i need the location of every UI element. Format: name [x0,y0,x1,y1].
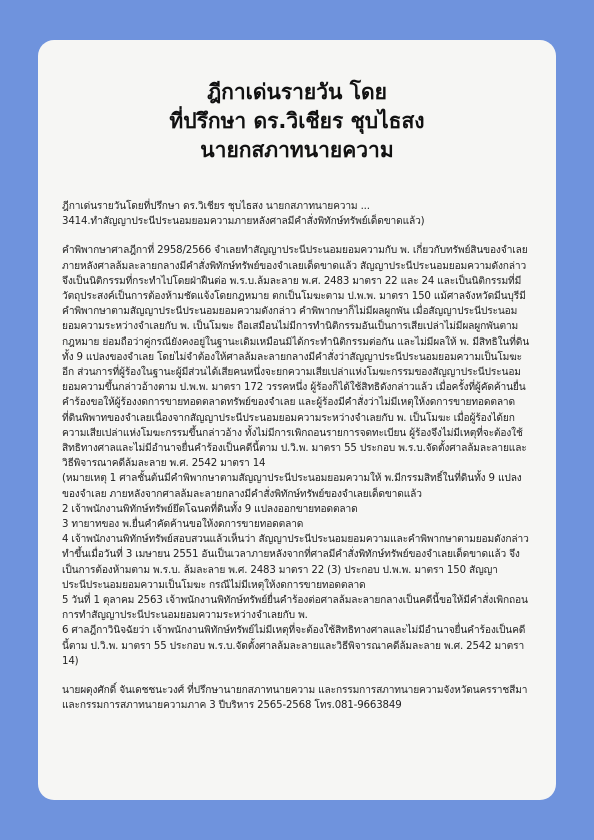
title-line-2: ที่ปรึกษา ดร.วิเชียร ชุบไธสง [169,109,425,133]
intro-paragraph: ฎีกาเด่นรายวันโดยที่ปรึกษา ดร.วิเชียร ชุบไธสง นายกสภาทนายความ ... 3414.ทำสัญญาประนีประนอมยอมความภายหลังศาลมีคำสั่งพิทักษ์ทรัพย์เด็ดขาดแล้ว) [62,201,425,228]
document-card [38,40,556,800]
title-line-3: นายกสภาทนายความ [200,138,394,162]
page-title [62,78,532,165]
case-body-text: คำพิพากษาศาลฎีกาที่ 2958/2566 จำเลยทำสัญญาประนีประนอมยอมความกับ พ. เกี่ยวกับทรัพย์สินของจำเลยภายหลังศาลล้มละลายกลางมีคำสั่งพิทักษ์ทรัพย์ของจำเลยเด็ดขาดแล้ว สัญญาประนีประนอมยอมความดังกล่าวจึงเป็นนิติกรรมที่กระทำไปโดยฝ่าฝืนต่อ พ.ร.บ.ล้มละลาย พ.ศ. 2483 มาตรา 22 และ 24 และเป็นนิติกรรมที่มีวัตถุประสงค์เป็นการต้องห้ามชัดแจ้งโดยกฎหมาย ตกเป็นโมฆะตาม ป.พ.พ. มาตรา 150 แม้ศาลจังหวัดมีนบุรีมีคำพิพากษาตามสัญญาประนีประนอมยอมความดังกล่าว คำพิพากษาก็ไม่มีผลผูกพัน เมื่อสัญญาประนีประนอมยอมความระหว่างจำเลยกับ พ. เป็นโมฆะ ถือเสมือนไม่มีการทำนิติกรรมอันเป็นการเสียเปล่าไม่มีผลผูกพันตามกฎหมาย ย่อมถือว่าคู่กรณียังคงอยู่ในฐานะเดิมเหมือนมิได้กระทำนิติกรรมต่อกัน และไม่มีผลให้ พ. มีสิทธิในที่ดินทั้ง 9 แปลงของจำเลย โดยไม่จำต้องให้ศาลล้มละลายกลางมีคำสั่งว่าสัญญาประนีประนอมยอมความเป็นโมฆะอีก ส่วนการที่ผู้ร้องในฐานะผู้มีส่วนได้เสียคนหนึ่งจะยกความเสียเปล่าแห่งโมฆะกรรมของสัญญาประนีประนอมยอมความขึ้นกล่าวอ้างตาม ป.พ.พ. มาตรา 172 วรรคหนึ่ง ผู้ร้องก็ได้ใช้สิทธิดังกล่าวแล้ว เมื่อครั้งที่ผู้คัดค้านยื่นคำร้องขอให้ผู้ร้องงดการขายทอดตลาดทรัพย์ของจำเลย และผู้ร้องมีคำสั่งว่าไม่มีเหตุให้งดการขายทอดตลาดที่ดินพิพาทของจำเลยเนื่องจากสัญญาประนีประนอมยอมความระหว่างจำเลยกับ พ. เป็นโมฆะ เมื่อผู้ร้องได้ยกความเสียเปล่าแห่งโมฆะกรรมขึ้นกล่าวอ้าง ทั้งไม่มีการเพิกถอนรายการจดทะเบียน ผู้ร้องจึงไม่มีเหตุที่จะต้องใช้สิทธิทางศาลและไม่มีอำนาจยื่นคำร้องเป็นคดีนี้ตาม ป.วิ.พ. มาตรา 55 ประกอบ พ.ร.บ.จัดตั้งศาลล้มละลายและวิธีพิจารณาคดีล้มละลาย พ.ศ. 2542 มาตรา 14 (หมายเหตุ 1 ศาลชั้นต้นมีคำพิพากษาตามสัญญาประนีประนอมยอมความให้ พ.มีกรรมสิทธิ์ในที่ดินทั้ง 9 แปลงของจำเลย ภายหลังจากศาลล้มละลายกลางมีคำสั่งพิทักษ์ทรัพย์ของจำเลยเด็ดขาดแล้ว 2 เจ้าพนักงานพิทักษ์ทรัพย์ยึดโฉนดที่ดินทั้ง 9 แปลงออกขายทอดตลาด 3 ทายาทของ พ.ยื่นคำคัดค้านขอให้งดการขายทอดตลาด 4 เจ้าพนักงานพิทักษ์ทรัพย์สอบสวนแล้วเห็นว่า สัญญาประนีประนอมยอมความและคำพิพากษาตามยอมดังกล่าวทำขึ้นเมื่อวันที่ 3 เมษายน 2551 อันเป็นเวลาภายหลังจากที่ศาลมีคำสั่งพิทักษ์ทรัพย์ของจำเลยเด็ดขาดแล้ว จึงเป็นการต้องห้ามตาม พ.ร.บ. ล้มละลาย พ.ศ. 2483 มาตรา 22 (3) ประกอบ ป.พ.พ. มาตรา 150 สัญญาประนีประนอมยอมความเป็นโมฆะ กรณีไม่มีเหตุให้งดการขายทอดตลาด 5 วันที่ 1 ตุลาคม 2563 เจ้าพนักงานพิทักษ์ทรัพย์ยื่นคำร้องต่อศาลล้มละลายกลางเป็นคดีนี้ขอให้มีคำสั่งเพิกถอนการทำสัญญาประนีประนอมยอมความระหว่างจำเลยกับ พ. 6 ศาลฎีกาวินิจฉัยว่า เจ้าพนักงานพิทักษ์ทรัพย์ไม่มีเหตุที่จะต้องใช้สิทธิทางศาลและไม่มีอำนาจยื่นคำร้องเป็นคดีนี้ตาม ป.วิ.พ. มาตรา 55 ประกอบ พ.ร.บ.จัดตั้งศาลล้มละลายและวิธีพิจารณาคดีล้มละลาย พ.ศ. 2542 มาตรา 14) [62,245,530,667]
author-footer: นายผดุงศักดิ์ จันเดชชนะวงศ์ ที่ปรึกษานายกสภาทนายความ และกรรมการสภาทนายความจังหวัดนครราชสีมา และกรรมการสภาทนายความภาค 3 ปีบริหาร 2565-2568 โทร.081-9663849 [62,685,528,712]
title-line-1: ฎีกาเด่นรายวัน โดย [207,80,387,104]
